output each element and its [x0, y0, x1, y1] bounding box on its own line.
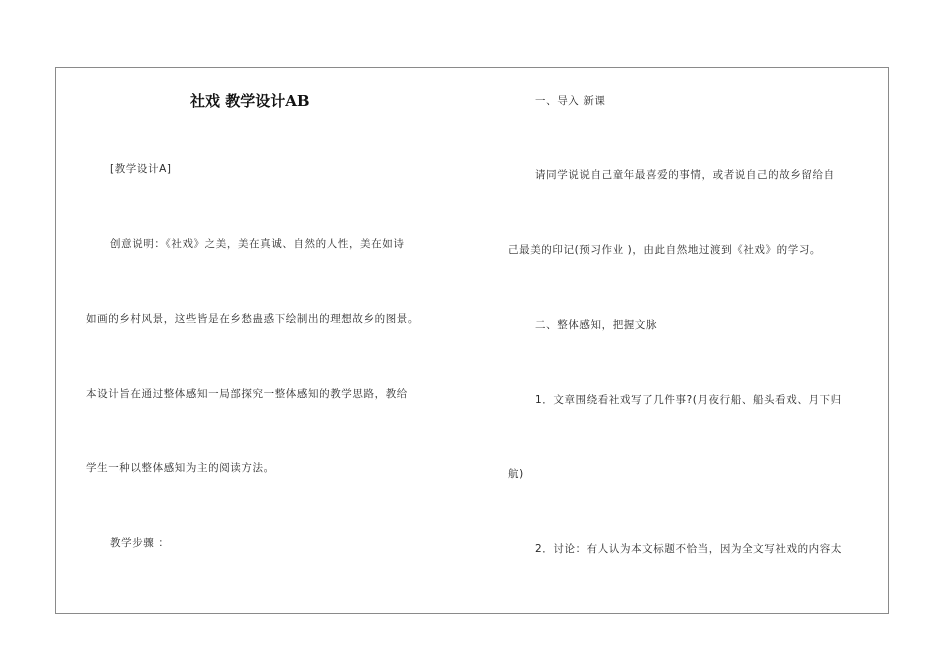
question-1-line-2: 航) — [508, 468, 524, 480]
design-note-line-2: 学生一种以整体感知为主的阅读方法。 — [86, 462, 275, 474]
creative-note-line-2: 如画的乡村风景，这些皆是在乡愁蛊惑下绘制出的理想故乡的图景。 — [86, 313, 419, 325]
heading-overview: 二、整体感知，把握文脉 — [535, 319, 658, 331]
heading-intro: 一、导入 新课 — [535, 95, 606, 107]
intro-line-1: 请同学说说自己童年最喜爱的事情，或者说自己的故乡留给自 — [535, 169, 835, 181]
document-title: 社戏 教学设计AB — [190, 92, 310, 110]
creative-note-line-1: 创意说明：《社戏》之美，美在真诚、自然的人性，美在如诗 — [110, 238, 405, 250]
question-2-line-1: 2．讨论：有人认为本文标题不恰当，因为全文写社戏的内容太 — [535, 543, 842, 555]
question-1-line-1: 1．文章围绕看社戏写了几件事?(月夜行船、船头看戏、月下归 — [535, 394, 842, 406]
section-label-design-a: [教学设计A] — [110, 163, 172, 175]
design-note-line-1: 本设计旨在通过整体感知一局部探究一整体感知的教学思路，教给 — [86, 388, 408, 400]
intro-line-2: 己最美的印记(预习作业 )，由此自然地过渡到《社戏》的学习。 — [508, 244, 822, 256]
page-frame — [55, 67, 889, 614]
teaching-steps-label: 教学步骤 ： — [110, 537, 170, 549]
